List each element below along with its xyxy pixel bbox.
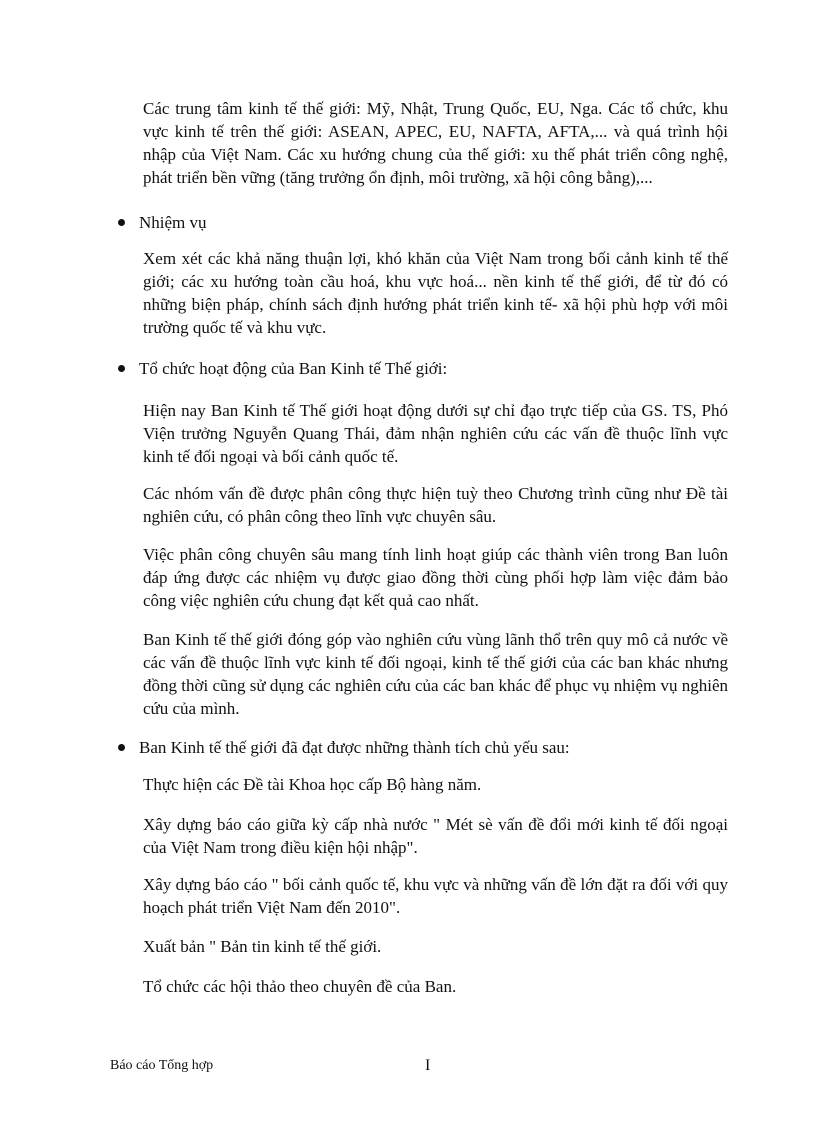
paragraph-to-chuc-2: Các nhóm vấn đề được phân công thực hiện tuỳ theo Chương trình cũng như Đề tài nghiên cứu, có phân công theo lĩnh vực chuyên sâu. <box>143 484 728 526</box>
bullet-thanh-tich-label: Ban Kinh tế thế giới đã đạt được những thành tích chủ yếu sau: <box>139 738 570 757</box>
bullet-icon <box>118 744 125 751</box>
paragraph-thanh-tich-2: Xây dựng báo cáo giữa kỳ cấp nhà nước " Mét sè vấn đề đổi mới kinh tế đối ngoại của Việt Nam trong điều kiện hội nhập". <box>143 815 728 857</box>
paragraph-thanh-tich-1: Thực hiện các Đề tài Khoa học cấp Bộ hàng năm. <box>143 775 482 794</box>
bullet-nhiem-vu-label: Nhiệm vụ <box>139 213 207 232</box>
paragraph-to-chuc-4: Ban Kinh tế thế giới đóng góp vào nghiên cứu vùng lãnh thổ trên quy mô cả nước về các vấn đề thuộc lĩnh vực kinh tế đối ngoại, kinh tế thế giới của các ban khác nhưng đồng thời cũng sử dụng các nghiên cứu của các ban khác để phục vụ nhiệm vụ nghiên cứu của mình. <box>143 630 728 718</box>
footer-title: Báo cáo Tổng hợp <box>110 1058 214 1073</box>
paragraph-nhiem-vu: Xem xét các khả năng thuận lợi, khó khăn của Việt Nam trong bối cảnh kinh tế thế giới; các xu hướng toàn cầu hoá, khu vực hoá... nền kinh tế thế giới, để từ đó có những biện pháp, chính sách định hướng phát triển kinh tế- xã hội phù hợp với môi trường quốc tế và khu vực. <box>143 249 728 337</box>
bullet-to-chuc-label: Tổ chức hoạt động của Ban Kinh tế Thế giới: <box>139 359 448 378</box>
paragraph-intro: Các trung tâm kinh tế thế giới: Mỹ, Nhật, Trung Quốc, EU, Nga. Các tổ chức, khu vực kinh tế trên thế giới: ASEAN, APEC, EU, NAFTA, AFTA,... và quá trình hội nhập của Việt Nam. Các xu hướng chung của thế giới: xu thế phát triển công nghệ, phát triển bền vững (tăng trưởng ổn định, môi trường, xã hội công bằng),... <box>143 99 728 187</box>
paragraph-thanh-tich-5: Tổ chức các hội thảo theo chuyên đề của Ban. <box>143 977 457 996</box>
bullet-nhiem-vu <box>118 211 207 234</box>
paragraph-thanh-tich-4: Xuất bản " Bản tin kinh tế thế giới. <box>143 937 382 956</box>
bullet-icon <box>118 219 125 226</box>
paragraph-to-chuc-3: Việc phân công chuyên sâu mang tính linh hoạt giúp các thành viên trong Ban luôn đáp ứng được các nhiệm vụ được giao đồng thời cùng phối hợp làm việc đảm bảo công việc nghiên cứu chung đạt kết quả cao nhất. <box>143 545 728 610</box>
bullet-icon <box>118 365 125 372</box>
bullet-thanh-tich <box>118 736 570 759</box>
paragraph-thanh-tich-3: Xây dựng báo cáo " bối cảnh quốc tế, khu vực và những vấn đề lớn đặt ra đối với quy hoạch phát triển Việt Nam đến 2010". <box>143 875 728 917</box>
page-number: I <box>425 1057 431 1074</box>
bullet-to-chuc <box>118 357 447 380</box>
paragraph-to-chuc-1: Hiện nay Ban Kinh tế Thế giới hoạt động dưới sự chỉ đạo trực tiếp của GS. TS, Phó Viện trưởng Nguyễn Quang Thái, đảm nhận nghiên cứu các vấn đề thuộc lĩnh vực kinh tế đối ngoại và bối cảnh quốc tế. <box>143 401 728 466</box>
